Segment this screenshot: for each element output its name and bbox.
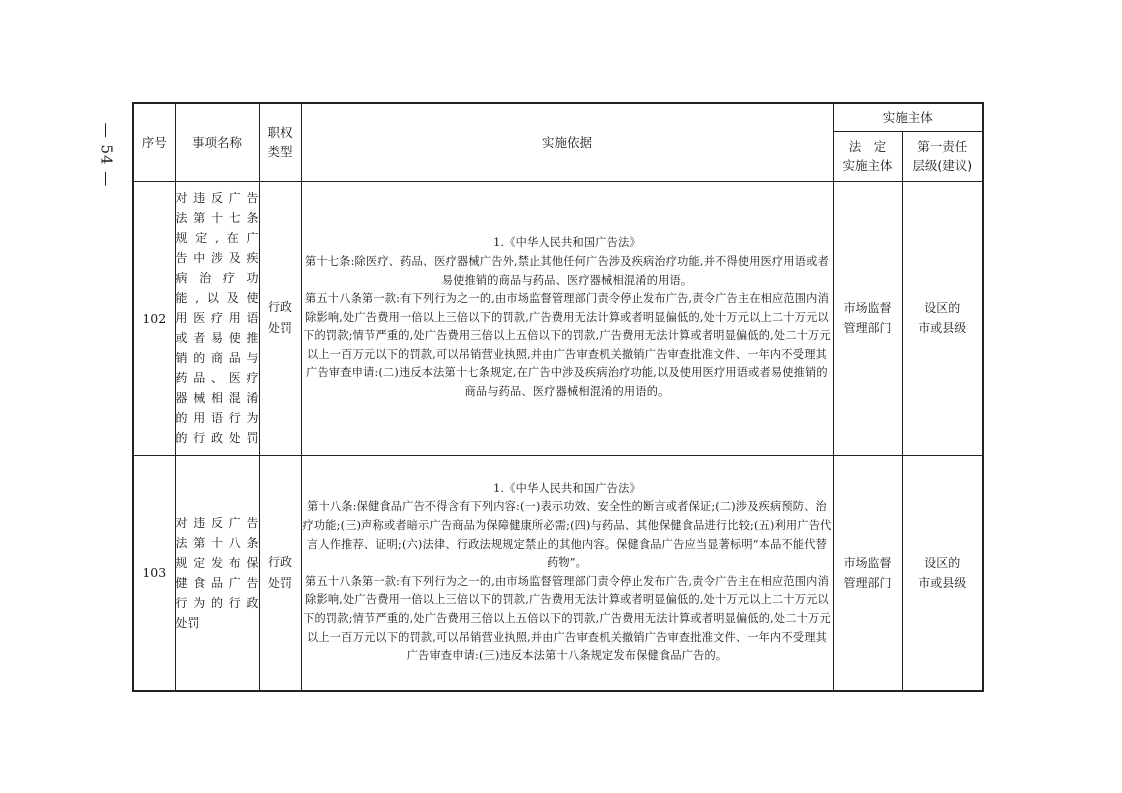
- subject-line1: 市场监督: [843, 301, 892, 315]
- table-row: [133, 181, 983, 455]
- header-legal-subject: [833, 131, 902, 181]
- header-type: [259, 103, 301, 181]
- level-line2: 市或县级: [918, 575, 967, 590]
- basis-paragraph: 1.《中华人民共和国广告法》: [493, 481, 641, 495]
- type-line1: 行政: [267, 300, 292, 314]
- items-table: [132, 102, 984, 692]
- page-number-text: — 54 —: [97, 122, 115, 188]
- header-level-line1: 第一责任: [917, 139, 968, 154]
- type-line2: 处罚: [267, 575, 292, 590]
- subject-line2: 管理部门: [843, 575, 892, 590]
- header-name: 事项名称: [175, 103, 259, 181]
- type-line2: 处罚: [267, 321, 292, 335]
- name-line: 规定发布保: [175, 555, 259, 570]
- header-type-line2: 类型: [267, 144, 293, 160]
- row-basis: [301, 455, 833, 691]
- header-level-line2: 层级(建议): [912, 158, 973, 173]
- name-line: 行为的行政: [175, 595, 259, 610]
- header-basis: 实施依据: [301, 103, 833, 181]
- name-line: 器械相混淆: [175, 391, 259, 405]
- row-legal-subject: [833, 181, 902, 455]
- level-line1: 设区的: [924, 555, 961, 570]
- name-line: 健食品广告: [175, 575, 259, 590]
- basis-paragraph: 第十七条:除医疗、药品、医疗器械广告外,禁止其他任何广告涉及疾病治疗功能,并不得使用医疗用语或者易使推销的商品与药品、医疗器械相混淆的用语。: [305, 254, 829, 287]
- header-type-line1: 职权: [267, 125, 293, 141]
- basis-paragraph: 1.《中华人民共和国广告法》: [493, 236, 641, 250]
- row-basis: [301, 181, 833, 455]
- row-responsibility-level: [902, 455, 983, 691]
- row-power-type: [259, 181, 301, 455]
- row-item-name: [175, 181, 259, 455]
- name-line: 处罚: [175, 615, 200, 630]
- header-level: [902, 131, 983, 181]
- basis-paragraph: 第十八条:保健食品广告不得含有下列内容:(一)表示功效、安全性的断言或者保证;(二)涉及疾病预防、治疗功能;(三)声称或者暗示广告商品为保障健康所必需;(四)与药品、其他保健食品进行比较;(五)利用广告代言人作推荐、证明;(六)法律、行政法规规定禁止的其他内容。保健食品广告应当显著标明“本品不能代替药物”。: [302, 500, 832, 570]
- name-line: 对违反广告: [175, 515, 259, 530]
- header-group: 实施主体: [833, 103, 983, 131]
- table-row: [133, 455, 983, 691]
- name-line: 能,以及使: [175, 291, 259, 305]
- header-seq: 序号: [133, 103, 175, 181]
- row-seq: 103: [133, 455, 175, 691]
- level-line2: 市或县级: [918, 321, 967, 335]
- name-line: 的行政处罚: [175, 431, 259, 445]
- name-line: 告中涉及疾: [175, 251, 259, 265]
- name-line: 法第十八条: [175, 535, 259, 550]
- row-seq: 102: [133, 181, 175, 455]
- name-line: 法第十七条: [175, 211, 259, 225]
- level-line1: 设区的: [924, 301, 961, 315]
- header-legal-line1: 法 定: [848, 139, 887, 154]
- row-legal-subject: [833, 455, 902, 691]
- name-line: 药品、医疗: [175, 371, 259, 385]
- name-line: 规定,在广: [175, 231, 259, 245]
- page-number: [86, 115, 126, 195]
- name-line: 或者易使推: [175, 331, 259, 345]
- header-legal-line2: 实施主体: [842, 158, 893, 173]
- type-line1: 行政: [267, 554, 292, 569]
- name-line: 的用语行为: [175, 411, 259, 425]
- name-line: 对违反广告: [175, 191, 259, 205]
- name-line: 销的商品与: [175, 351, 259, 365]
- row-item-name: [175, 455, 259, 691]
- subject-line1: 市场监督: [843, 555, 892, 570]
- name-line: 病治疗功: [175, 271, 259, 285]
- row-power-type: [259, 455, 301, 691]
- name-line: 用医疗用语: [175, 311, 259, 325]
- subject-line2: 管理部门: [843, 321, 892, 335]
- basis-paragraph: 第五十八条第一款:有下列行为之一的,由市场监督管理部门责令停止发布广告,责令广告主在相应范围内消除影响,处广告费用一倍以上三倍以下的罚款,广告费用无法计算或者明显偏低的,处十万元以上二十万元以下的罚款;情节严重的,处广告费用三倍以上五倍以下的罚款,广告费用无法计算或者明显偏低的,处二十万元以上一百万元以下的罚款,可以吊销营业执照,并由广告审查机关撤销广告审查批准文件、一年内不受理其广告审查申请:(二)违反本法第十七条规定,在广告中涉及疾病治疗功能,以及使用医疗用语或者易使推销的商品与药品、医疗器械相混淆的用语的。: [303, 292, 831, 399]
- row-responsibility-level: [902, 181, 983, 455]
- basis-paragraph: 第五十八条第一款:有下列行为之一的,由市场监督管理部门责令停止发布广告,责令广告主在相应范围内消除影响,处广告费用一倍以上三倍以下的罚款,广告费用无法计算或者明显偏低的,处十万元以上二十万元以下的罚款;情节严重的,处广告费用三倍以上五倍以下的罚款,广告费用无法计算或者明显偏低的,处二十万元以上一百万元以下的罚款,可以吊销营业执照,并由广告审查机关撤销广告审查批准文件、一年内不受理其广告审查申请:(三)违反本法第十八条规定发布保健食品广告的。: [303, 574, 831, 663]
